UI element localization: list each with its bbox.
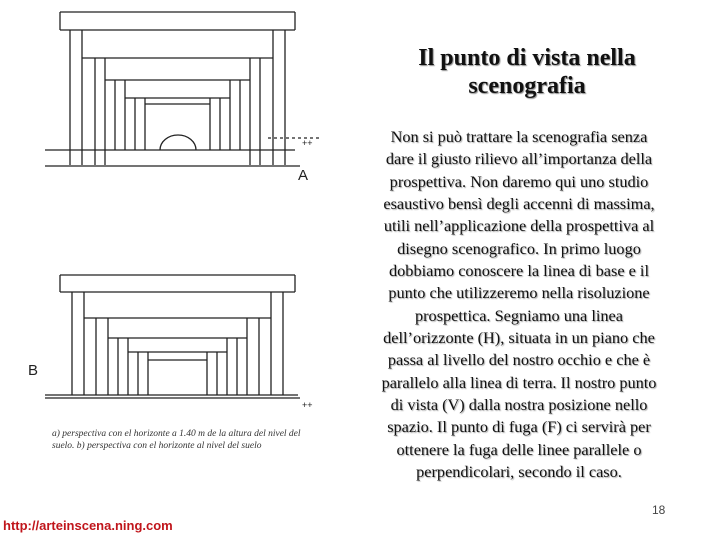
body-line: prospettiva. Non daremo qui uno studio (389, 171, 649, 191)
marker-a: ++ (302, 138, 313, 148)
perspective-figure (20, 0, 320, 480)
body-line: dobbiamo conoscere la linea di base e il (389, 261, 649, 281)
perspective-drawing-a (45, 12, 320, 166)
perspective-drawing-b (45, 275, 300, 398)
body-line: di vista (V) dalla nostra posizione nello (390, 395, 648, 415)
source-link[interactable]: http://arteinscena.ning.com (3, 518, 173, 533)
slide-title (348, 44, 706, 100)
body-line: spazio. Il punto di fuga (F) ci servirà per (387, 417, 651, 437)
body-line: parallelo alla linea di terra. Il nostro punto (381, 372, 657, 392)
body-line: dell’orizzonte (H), situata in un piano che (383, 328, 655, 348)
body-line: punto che utilizzeremo nella risoluzione (388, 283, 650, 303)
figure-caption (52, 428, 322, 452)
label-a: A (298, 167, 309, 184)
body-line: esaustivo bensì degli accenni di massima, (383, 194, 655, 214)
title-line: scenografia (468, 73, 586, 99)
body-line: disegno scenografico. In primo luogo (397, 238, 641, 258)
body-line: dare il giusto rilievo all’importanza della (385, 149, 653, 169)
marker-b: ++ (302, 400, 313, 410)
body-line: passa al livello del nostro occhio e che è (387, 350, 651, 370)
page-number: 18 (652, 503, 666, 517)
label-b: B (28, 362, 39, 379)
slide-body-text (344, 126, 694, 484)
body-line: utili nell’applicazione della prospettiva al (383, 216, 655, 236)
body-line: Non si può trattare la scenografia senza (390, 127, 648, 146)
body-line: perpendicolari, secondo il caso. (416, 462, 622, 482)
caption-line: suelo. b) perspectiva con el horizonte al nivel del suelo (52, 441, 262, 451)
body-line: prospettica. Segniamo una linea (415, 305, 623, 325)
title-line: Il punto di vista nella (418, 45, 636, 71)
body-line: ottenere la fuga delle linee parallele o (396, 439, 642, 459)
caption-line: a) perspectiva con el horizonte a 1.40 m de la altura del nivel del (52, 429, 301, 439)
